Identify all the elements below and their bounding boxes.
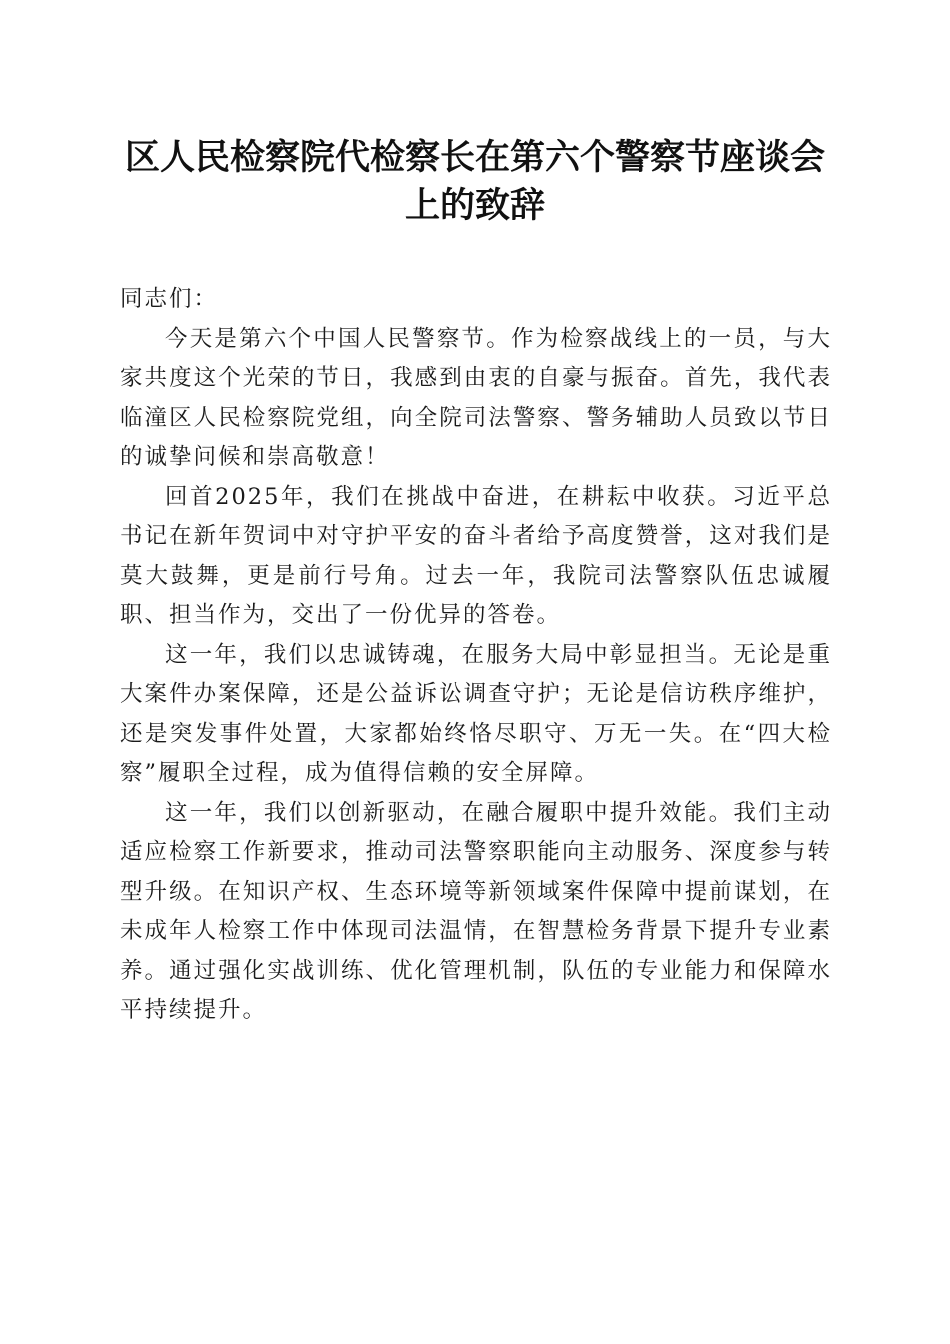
document-title [100, 134, 850, 230]
title-line-2: 上的致辞 [404, 185, 545, 226]
paragraph-greeting: 今天是第六个中国人民警察节。作为检察战线上的一员，与大家共度这个光荣的节日，我感到由衷的自豪与振奋。首先，我代表临潼区人民检察院党组，向全院司法警察、警务辅助人员致以节日的诚挚问候和崇高敬意！ [120, 325, 832, 470]
salutation: 同志们： [120, 286, 219, 312]
document-body [120, 280, 832, 1031]
paragraph-innovation: 这一年，我们以创新驱动，在融合履职中提升效能。我们主动适应检察工作新要求，推动司法警察职能向主动服务、深度参与转型升级。在知识产权、生态环境等新领域案件保障中提前谋划，在未成年人检察工作中体现司法温情，在智慧检务背景下提升专业素养。通过强化实战训练、优化管理机制，队伍的专业能力和保障水平持续提升。 [120, 799, 832, 1023]
title-line-1: 区人民检察院代检察长在第六个警察节座谈会 [124, 137, 825, 178]
paragraph-loyalty: 这一年，我们以忠诚铸魂，在服务大局中彰显担当。无论是重大案件办案保障，还是公益诉讼调查守护；无论是信访秩序维护，还是突发事件处置，大家都始终恪尽职守、万无一失。在“四大检察”履职全过程，成为值得信赖的安全屏障。 [120, 641, 832, 786]
paragraph-review: 回首2025年，我们在挑战中奋进，在耕耘中收获。习近平总书记在新年贺词中对守护平安的奋斗者给予高度赞誉，这对我们是莫大鼓舞，更是前行号角。过去一年，我院司法警察队伍忠诚履职、担当作为，交出了一份优异的答卷。 [120, 483, 832, 628]
